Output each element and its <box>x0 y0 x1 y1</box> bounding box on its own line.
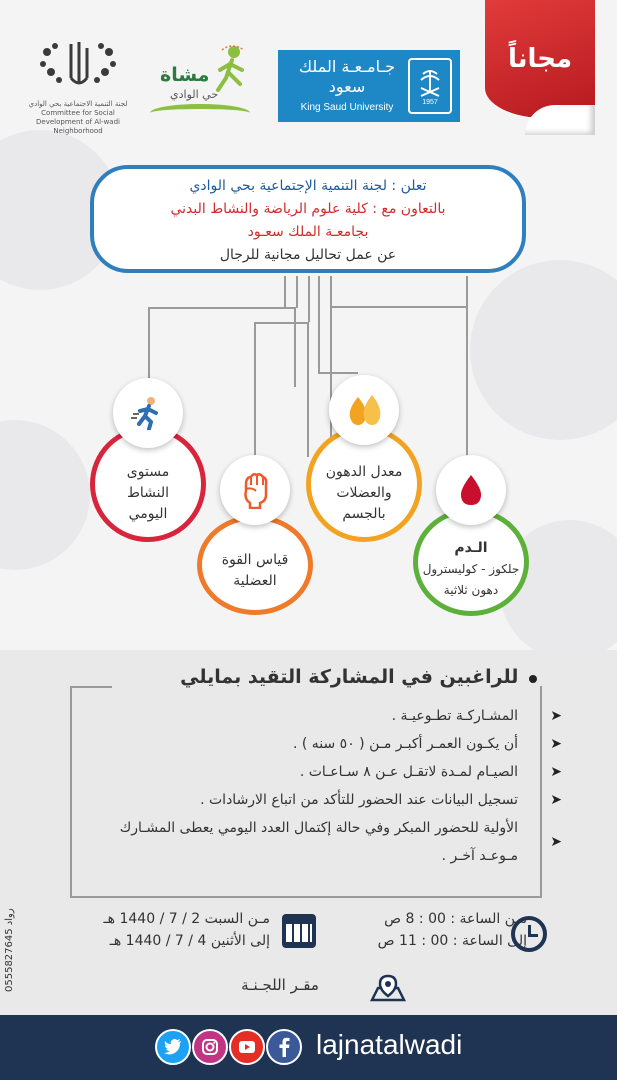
service-label: النشاط <box>126 484 170 501</box>
palm-swords-icon <box>415 66 445 106</box>
condition-text: أن يكـون العمـر أكبـر مـن ( ٥٠ سنه ) . <box>292 736 518 752</box>
mashah-swoosh <box>150 104 250 122</box>
clock-icon <box>511 916 547 952</box>
twitter-icon[interactable] <box>155 1029 191 1065</box>
committee-logo <box>28 38 128 135</box>
announcement-line: بالتعاون مع : كلية علوم الرياضة والنشاط البدني <box>170 201 446 217</box>
announcement-line: تعلن : لجنة التنمية الإجتماعية بحي الوادي <box>189 178 427 194</box>
conditions-heading <box>180 666 537 688</box>
ksu-logo <box>278 50 460 122</box>
arrow-icon: ➤ <box>550 708 562 724</box>
announcement-line: بجامعـة الملك سعـود <box>247 224 369 240</box>
social-handle[interactable]: lajnatalwadi <box>316 1029 463 1060</box>
svg-text:1957: 1957 <box>422 99 438 106</box>
ksu-seal-icon <box>408 58 452 114</box>
list-item <box>102 786 562 814</box>
service-label: جلكوز - كوليسترول <box>422 561 520 576</box>
service-label: اليومي <box>128 505 168 522</box>
conditions-list <box>102 702 562 870</box>
time-to: إلى الساعة : 00 : 11 ص <box>377 933 527 949</box>
condition-text: المشـاركـة تطـوعيـة . <box>391 708 518 724</box>
arrow-icon: ➤ <box>550 834 562 850</box>
time-info <box>378 908 527 952</box>
location-text: مقـر اللجـنـة <box>241 976 319 994</box>
committee-caption: لجنة التنمية الاجتماعية بحي الوادي Committee for Social Development of Al-wadi Neighborhood <box>28 100 128 135</box>
date-info <box>88 908 270 952</box>
condition-text: تسجيل البيانات عند الحضور للتأكد من اتباع الارشادات . <box>200 792 518 808</box>
date-from: مـن السبت 2 / 7 / 1440 هـ <box>103 911 270 927</box>
list-item <box>102 814 562 870</box>
list-item <box>102 758 562 786</box>
bullet-dot <box>529 675 537 683</box>
ksu-arabic-name: جـامـعـة الملك سعود <box>298 57 396 96</box>
walker-icon <box>212 44 252 94</box>
mashah-logo <box>150 44 260 126</box>
arrow-icon: ➤ <box>550 736 562 752</box>
ksu-english-name: King Saud University <box>300 102 394 113</box>
free-label: مجاناً <box>507 44 573 74</box>
committee-emblem-icon <box>33 38 123 90</box>
mashah-subtitle: حي الوادي <box>170 88 219 101</box>
condition-text: الأولية للحضور المبكر وفي حالة إكتمال العدد اليومي يعطى المشـارك مـوعـد آخـر . <box>119 820 518 864</box>
runner-icon <box>113 378 183 448</box>
instagram-icon[interactable] <box>192 1029 228 1065</box>
arrow-icon: ➤ <box>550 764 562 780</box>
arrow-icon: ➤ <box>550 792 562 808</box>
free-ribbon <box>485 0 595 135</box>
fat-drops-icon <box>329 375 399 445</box>
connector-line <box>330 306 468 308</box>
service-label: مستوى <box>126 463 170 480</box>
list-item <box>102 702 562 730</box>
facebook-icon[interactable] <box>266 1029 302 1065</box>
background-motif <box>470 260 617 440</box>
ksu-text <box>286 57 408 115</box>
connector-line <box>284 276 286 308</box>
footer-bar <box>0 1015 617 1080</box>
condition-text: الصيـام لمـدة لاتقـل عـن ٨ سـاعـات . <box>299 764 518 780</box>
fist-icon <box>220 455 290 525</box>
connector-line <box>308 276 310 322</box>
phone-number: رواد 0555827645 <box>4 908 15 992</box>
service-label: قياس القوة <box>221 552 289 568</box>
list-item <box>102 730 562 758</box>
service-label: العضلية <box>233 573 277 589</box>
calendar-icon <box>282 914 316 948</box>
date-to: إلى الأثنين 4 / 7 / 1440 هـ <box>109 933 270 949</box>
connector-line <box>254 322 309 457</box>
background-motif <box>0 420 90 570</box>
announcement-line: عن عمل تحاليل مجانية للرجال <box>219 247 397 263</box>
conditions-heading-text: للراغبين في المشاركة التقيد بمايلي <box>180 666 519 688</box>
location-row <box>200 972 420 1002</box>
service-label: دهون ثلاثية <box>443 582 499 597</box>
youtube-icon[interactable] <box>229 1029 265 1065</box>
map-pin-icon <box>368 974 408 1000</box>
service-label: بالجسم <box>342 505 386 522</box>
time-from: مـن الساعة : 00 : 8 ص <box>384 911 527 927</box>
conditions-section <box>0 650 617 1015</box>
service-label: معدل الدهون <box>325 463 403 480</box>
blood-drop-icon <box>436 455 506 525</box>
service-strength <box>197 515 313 615</box>
schedule-row <box>0 908 617 968</box>
service-label: الـدم <box>454 539 488 556</box>
mashah-name: مشاة <box>160 64 210 86</box>
service-label: والعضلات <box>336 484 392 501</box>
announcement-box <box>90 165 526 273</box>
connector-line <box>296 276 298 308</box>
